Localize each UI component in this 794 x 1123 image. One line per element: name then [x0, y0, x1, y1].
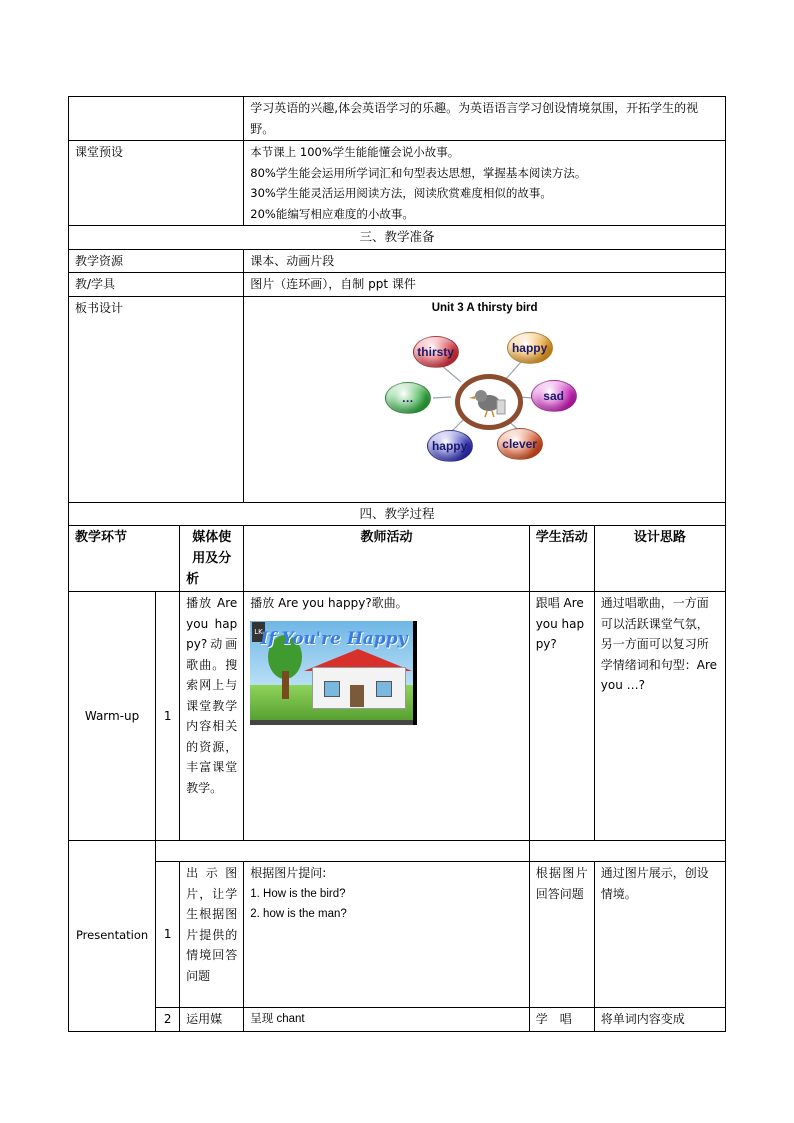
presentation-media-2: 运用媒	[180, 1008, 244, 1032]
goal-label-cell	[69, 97, 244, 141]
header-design: 设计思路	[594, 526, 725, 592]
warmup-media: 播放 Are you happy?动画歌曲。搜索网上与课堂教学内容相关的资源，丰富课堂教学。	[180, 592, 244, 841]
presentation-step-2: 2	[156, 1008, 180, 1032]
warmup-step-number: 1	[156, 592, 180, 841]
song-video-thumbnail[interactable]	[250, 621, 417, 725]
word-bubble-sad: sad	[531, 380, 577, 412]
word-bubble-thirsty: thirsty	[413, 336, 459, 368]
video-progress-bar[interactable]	[250, 720, 413, 725]
thirsty-bird-picture	[455, 374, 523, 430]
arrow-more	[433, 397, 451, 398]
resource-value: 课本、动画片段	[244, 249, 726, 273]
preset-line-4: 20%能编写相应难度的小故事。	[250, 206, 414, 221]
preset-label: 课堂预设	[69, 141, 244, 226]
presentation-spacer-right	[529, 841, 725, 862]
tools-label: 教/学具	[69, 273, 244, 297]
video-tree-trunk	[282, 671, 289, 699]
presentation-teacher-2: 呈现 chant	[244, 1008, 529, 1032]
presentation-student-2: 学 唱	[529, 1008, 594, 1032]
preset-line-1: 本节课上 100%学生能能懂会说小故事。	[250, 145, 460, 159]
teacher-question-intro: 根据图片提问:	[250, 866, 327, 880]
header-media: 媒体使用及分析	[180, 526, 244, 592]
video-title: If You're Happy	[260, 628, 408, 649]
word-web-diagram	[385, 326, 585, 466]
presentation-step-1: 1	[156, 862, 180, 1008]
word-bubble-clever: clever	[497, 428, 543, 460]
presentation-teacher-1	[244, 862, 529, 1008]
lesson-plan-table	[68, 96, 726, 1032]
warmup-design-idea: 通过唱歌曲，一方面可以活跃课堂气氛，另一方面可以复习所学情绪词和句型：Are you …?	[594, 592, 725, 841]
video-window-right	[376, 681, 392, 697]
board-design-cell	[244, 296, 726, 502]
presentation-media-1: 出示图片，让学生根据图片提供的情境回答问题	[180, 862, 244, 1008]
section-heading-preparation: 三、教学准备	[69, 226, 726, 250]
presentation-student-1: 根据图片回答问题	[529, 862, 594, 1008]
preset-line-3: 30%学生能灵活运用阅读方法，阅读欣赏难度相似的故事。	[250, 186, 552, 200]
presentation-spacer	[156, 841, 530, 862]
board-title: Unit 3 A thirsty bird	[431, 301, 538, 314]
video-door	[350, 685, 364, 707]
stage-warmup: Warm-up	[69, 592, 156, 841]
goal-continuation: 学习英语的兴趣,体会英语学习的乐趣。为英语语言学习创设情境氛围，开拓学生的视野。	[244, 97, 726, 141]
preset-content	[244, 141, 726, 226]
header-stage: 教学环节	[69, 526, 180, 592]
presentation-design-1: 通过图片展示，创设情境。	[594, 862, 725, 1008]
warmup-teacher-activity	[244, 592, 529, 841]
presentation-design-2: 将单词内容变成	[594, 1008, 725, 1032]
word-bubble-happy-bottom: happy	[427, 430, 473, 462]
teacher-question-2: 2. how is the man?	[250, 908, 347, 920]
warmup-teacher-text: 播放 Are you happy?歌曲。	[250, 596, 408, 610]
word-bubble-more: …	[385, 382, 431, 414]
bird-icon	[469, 386, 509, 418]
lesson-plan-page	[68, 96, 726, 1032]
teacher-question-1: 1. How is the bird?	[250, 887, 346, 900]
board-label: 板书设计	[69, 296, 244, 502]
video-window-left	[324, 681, 340, 697]
preset-line-2: 80%学生能会运用所学词汇和句型表达思想，掌握基本阅读方法。	[250, 165, 587, 180]
stage-presentation: Presentation	[69, 841, 156, 1032]
header-student: 学生活动	[529, 526, 594, 592]
word-bubble-happy-top: happy	[507, 332, 553, 364]
resource-label: 教学资源	[69, 249, 244, 273]
section-heading-process: 四、教学过程	[69, 502, 726, 526]
tools-value: 图片（连环画），自制 ppt 课件	[244, 273, 726, 297]
video-logo: LK	[252, 622, 265, 643]
warmup-student-activity: 跟唱 Are you happy?	[529, 592, 594, 841]
header-teacher: 教师活动	[244, 526, 529, 592]
